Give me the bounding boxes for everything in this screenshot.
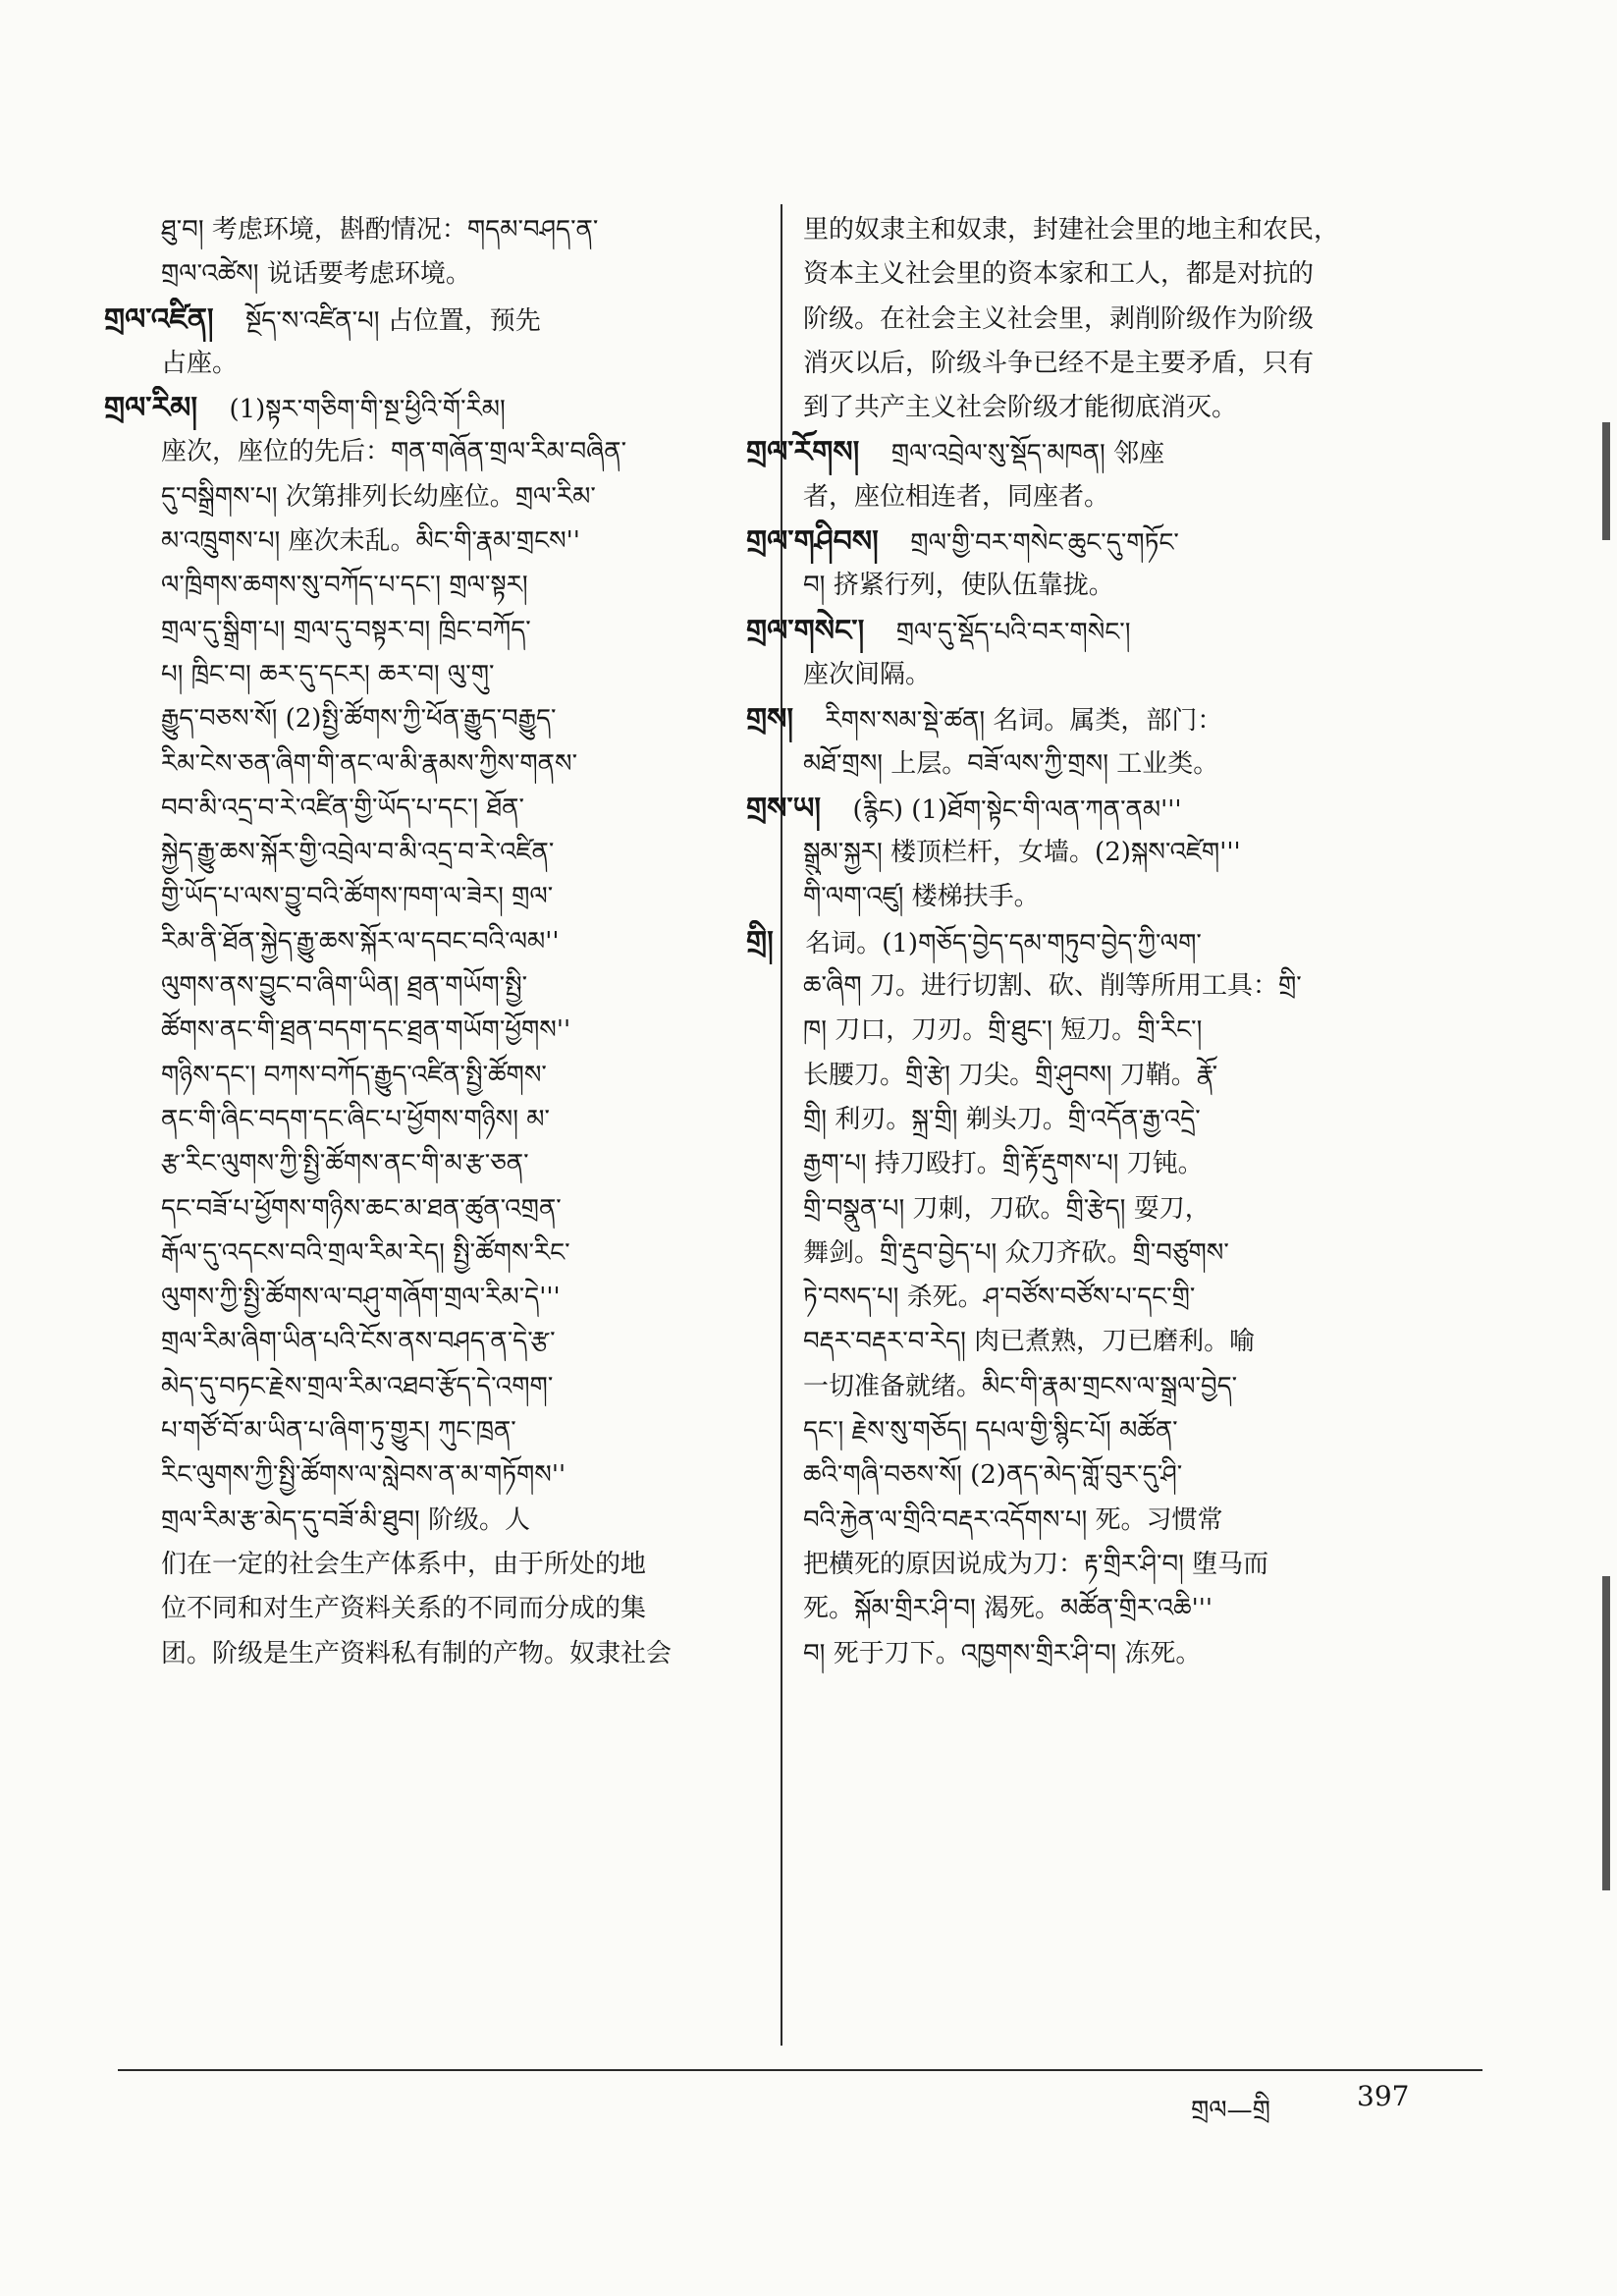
text-line: 位不同和对生产资料关系的不同而分成的集: [161, 1594, 647, 1624]
text-line: གྱི་ཡོད་པ་ལས་བྱུ་བའི་ཚོགས་ཁག་ལ་ཟེར། གྲལ་: [161, 882, 554, 912]
definition-text: གྲལ་དུ་སྡོད་པའི་བར་གསེང་།: [895, 617, 1131, 647]
text-line: 团。阶级是生产资料私有制的产物。奴隶社会: [161, 1638, 673, 1668]
text-line: ཏེ་བསད་པ། 杀死。ཤ་བཙོས་བཙོས་པ་དང་གྲི་: [803, 1283, 1196, 1313]
text-line: མ་འཁྲུགས་པ། 座次未乱。མིང་གི་རྣམ་གྲངས'': [161, 526, 580, 557]
text-line: 们在一定的社会生产体系中，由于所处的地: [161, 1549, 647, 1579]
text-line: བ། 死于刀下。འཁྱགས་གྲིར་ཤི་བ། 冻死。: [803, 1638, 1202, 1668]
text-line: 占座。: [161, 348, 239, 378]
text-line: ཆའི་གཞི་བཅས་སོ། (2)ནད་མེད་གློ་བུར་དུ་ཤི་: [803, 1460, 1183, 1491]
text-line: བ། 挤紧行列，使队伍靠拢。: [803, 571, 1114, 601]
text-line: ལུགས་ནས་བྱུང་བ་ཞིག་ཡིན། ཐྲན་གཡོག་སྤྱི་: [161, 971, 528, 1002]
margin-mark: [1602, 1576, 1610, 1890]
text-line: ལ་ཁྲིགས་ཆགས་སུ་བཀོད་པ་དང་། གྲལ་སྟར།: [161, 571, 528, 601]
entry-headline: [746, 920, 1435, 964]
text-line: དང་། རྗེས་སུ་གཅོད། དཔལ་གྱི་སྙིང་པོ། མཚོན་: [803, 1416, 1178, 1447]
definition-text: གྲལ་འབྲེལ་སུ་སྡོད་མཁན། 邻座: [890, 439, 1165, 469]
text-line: དང་བཟོ་པ་ཕྱོགས་གཉིས་ཆང་མ་ཐན་ཚུན་འགྲན་: [161, 1193, 562, 1224]
text-line: རིམ་ངེས་ཅན་ཞིག་གི་ནང་ལ་མི་རྣམས་ཀྱིས་གནས་: [161, 748, 578, 779]
page-number: 397: [1357, 2080, 1410, 2112]
text-line: རྒྱུད་བཅས་སོ། (2)སྤྱི་ཚོགས་ཀྱི་ཕོན་རྒྱུད་བརྒྱུད་: [161, 704, 557, 735]
text-line: གྲི་བསྣུན་པ། 刀刺，刀砍。གྲི་རྩེད། 耍刀，: [803, 1193, 1211, 1224]
text-line: རྒྱག་པ། 持刀殴打。གྲི་རྟོ་རྡུགས་པ། 刀钝。: [803, 1149, 1204, 1179]
text-line: གྲི། 利刃。སྐྲ་གྲི། 剃头刀。གྲི་འདོན་རྒྱ་འདྲེ་: [803, 1104, 1201, 1134]
text-line: 者，座位相连者，同座者。: [803, 481, 1110, 512]
headword: གྲས་ཡ།: [746, 791, 832, 826]
text-line: བའི་རྐྱེན་ལ་གྲིའི་བརྡར་འདོགས་པ། 死。习惯常: [803, 1504, 1223, 1535]
left-column: [104, 208, 772, 1676]
text-line: རིང་ལུགས་ཀྱི་སྤྱི་ཚོགས་ལ་སླེབས་ན་མ་གཏོགས'': [161, 1460, 566, 1491]
right-column: [746, 208, 1435, 1676]
headword: གྲལ་འཛིན།: [104, 301, 225, 337]
text-line: 把横死的原因说成为刀：རྟ་གྲིར་ཤི་བ། 堕马而: [803, 1549, 1269, 1579]
text-line: 资本主义社会里的资本家和工人，都是对抗的: [803, 259, 1315, 290]
definition-text: རིགས་སམ་སྡེ་ཚན། 名词。属类，部门：: [825, 706, 1223, 737]
text-line: གྲལ་རིམ་ཞིག་ཡིན་པའི་ངོས་ནས་བཤད་ན་དེ་རྩ་: [161, 1327, 556, 1357]
text-line: མཐོ་གྲས། 上层。བཟོ་ལས་ཀྱི་གྲས། 工业类。: [803, 748, 1219, 779]
text-line: 到了共产主义社会阶级才能彻底消灭。: [803, 393, 1238, 423]
definition-text: (རྙིང) (1)ཐོག་སྟེང་གི་ལན་ཀན་ནམ''': [852, 794, 1182, 825]
text-line: 里的奴隶主和奴隶，封建社会里的地主和农民，: [803, 215, 1340, 245]
headword: གྲལ་རོགས།: [746, 435, 870, 470]
text-line: ཆ་ཞིག 刀。进行切割、砍、削等所用工具：གྲི་: [803, 971, 1302, 1002]
entry-headline: [746, 787, 1435, 831]
headword: གྲལ་གཤིབས།: [746, 524, 889, 560]
text-line: ཐུ་བ། 考虑环境，斟酌情况：གདམ་བཤད་ན་: [161, 215, 599, 245]
entry-headline: [746, 519, 1435, 564]
text-line: 座次，座位的先后：གན་གཞོན་གྲལ་རིམ་བཞིན་: [161, 437, 627, 467]
headword: གྲི།: [746, 924, 784, 959]
entry-headline: [746, 609, 1435, 653]
text-line: 阶级。在社会主义社会里，剥削阶级作为阶级: [803, 303, 1315, 334]
text-line: གྲལ་རིམ་རྩ་མེད་དུ་བཟོ་མི་ཐུབ། 阶级。人: [161, 1504, 531, 1535]
headword: གྲལ་རིམ།: [104, 391, 208, 426]
definition-text: 名词。(1)གཅོད་བྱེད་དམ་གཏུབ་བྱེད་ཀྱི་ལག་: [805, 928, 1202, 958]
entry-headline: [746, 697, 1435, 741]
text-line: བབ་མི་འདྲ་བ་རེ་འཛིན་གྱི་ཡོད་པ་དང་། ཐོན་: [161, 793, 524, 823]
text-line: 一切准备就绪。མིང་གི་རྣམ་གྲངས་ལ་སྒྲལ་བྱེད་: [803, 1371, 1238, 1401]
text-line: སྐྱེད་རྒྱུ་ཆས་སྐོར་གྱི་འབྲེལ་བ་མི་འདྲ་བ་རེ་འཛིན་: [161, 838, 555, 868]
footer-rule: [118, 2069, 1482, 2071]
text-line: 死。སྐོམ་གྲིར་ཤི་བ། 渴死。མཚོན་གྲིར་འཆི''': [803, 1594, 1213, 1624]
text-line: 消灭以后，阶级斗争已经不是主要矛盾，只有: [803, 348, 1315, 378]
entry-headline: [104, 386, 772, 430]
definition-text: སྔོད་ས་འཛིན་པ། 占位置，预先: [245, 305, 541, 336]
text-line: རྩ་རིང་ལུགས་ཀྱི་སྤྱི་ཚོགས་ནང་གི་མ་རྩ་ཅན་: [161, 1149, 529, 1179]
entry-headline: [104, 298, 772, 342]
text-line: པ་གཙོ་བོ་མ་ཡིན་པ་ཞིག་ཏུ་གྱུར། ཀུང་ཁྲན་: [161, 1416, 516, 1447]
text-line: གཉིས་དང་། བཀས་བཀོད་རྒྱུད་འཛིན་སྤྱི་ཚོགས་: [161, 1060, 547, 1090]
text-line: པ། ཁྲིང་བ། ཆར་དུ་དངར། ཆར་བ། ལུ་གུ་: [161, 659, 495, 689]
text-line: གྲལ་དུ་སྒྲིག་པ། གྲལ་དུ་བསྟར་བ། ཁྲིང་བཀོད་: [161, 615, 531, 645]
column-divider: [781, 204, 782, 2046]
headword: གྲས།: [746, 702, 804, 738]
text-line: སྒྲུམ་སྐྱར། 楼顶栏杆，女墙。(2)སྐས་འཛེག''': [803, 838, 1241, 868]
text-line: གི་ལག་འཛུ། 楼梯扶手。: [803, 882, 1040, 912]
text-line: རྒོལ་དུ་འདངས་བའི་གྲལ་རིམ་རེད། སྤྱི་ཚོགས་རིང་: [161, 1237, 570, 1268]
definition-text: (1)སྟར་གཅིག་གི་སྔ་ཕྱིའི་གོ་རིམ།: [229, 395, 506, 425]
margin-mark: [1602, 422, 1610, 540]
text-line: མེད་དུ་བཏང་རྗེས་གྲལ་རིམ་འཐབ་རྩོད་དེ་འགག་: [161, 1371, 554, 1401]
text-line: ཁ། 刀口，刀刃。གྲི་ཐུང་། 短刀。གྲི་རིང་།: [803, 1015, 1203, 1046]
text-line: 舞剑。གྲི་རྡུབ་བྱེད་པ། 众刀齐砍。གྲི་བཙུགས་: [803, 1237, 1229, 1268]
text-line: ཚོགས་ནང་གི་ཐྲན་བདག་དང་ཐྲན་གཡོག་ཕྱོགས'': [161, 1015, 571, 1046]
entry-headline: [746, 430, 1435, 474]
definition-text: གྲལ་གྱི་བར་གསེང་ཆུང་དུ་གཏོང་: [910, 528, 1179, 559]
text-line: ནང་གི་ཞིང་བདག་དང་ཞིང་པ་ཕྱོགས་གཉིས། མ་: [161, 1104, 550, 1134]
text-line: བརྡར་བརྡར་བ་རེད། 肉已煮熟，刀已磨利。喻: [803, 1327, 1256, 1357]
text-line: 座次间隔。: [803, 659, 932, 689]
headword: གྲལ་གསེང་།: [746, 613, 875, 648]
text-line: 长腰刀。གྲི་རྩེ། 刀尖。གྲི་ཤུབས། 刀鞘。རྣོ་: [803, 1060, 1218, 1090]
text-line: གྲལ་འཚེས། 说话要考虑环境。: [161, 259, 471, 290]
running-head: གྲལ—གྲི: [1191, 2096, 1270, 2125]
text-line: ལུགས་ཀྱི་སྤྱི་ཚོགས་ལ་བཤུ་གཞོག་གྲལ་རིམ་དེ''': [161, 1283, 561, 1313]
text-line: རིམ་ནི་ཐོན་སྐྱེད་རྒྱུ་ཆས་སྐོར་ལ་དབང་བའི་ལམ'': [161, 926, 560, 957]
text-line: དུ་བསྒྲིགས་པ། 次第排列长幼座位。གྲལ་རིམ་: [161, 481, 596, 512]
